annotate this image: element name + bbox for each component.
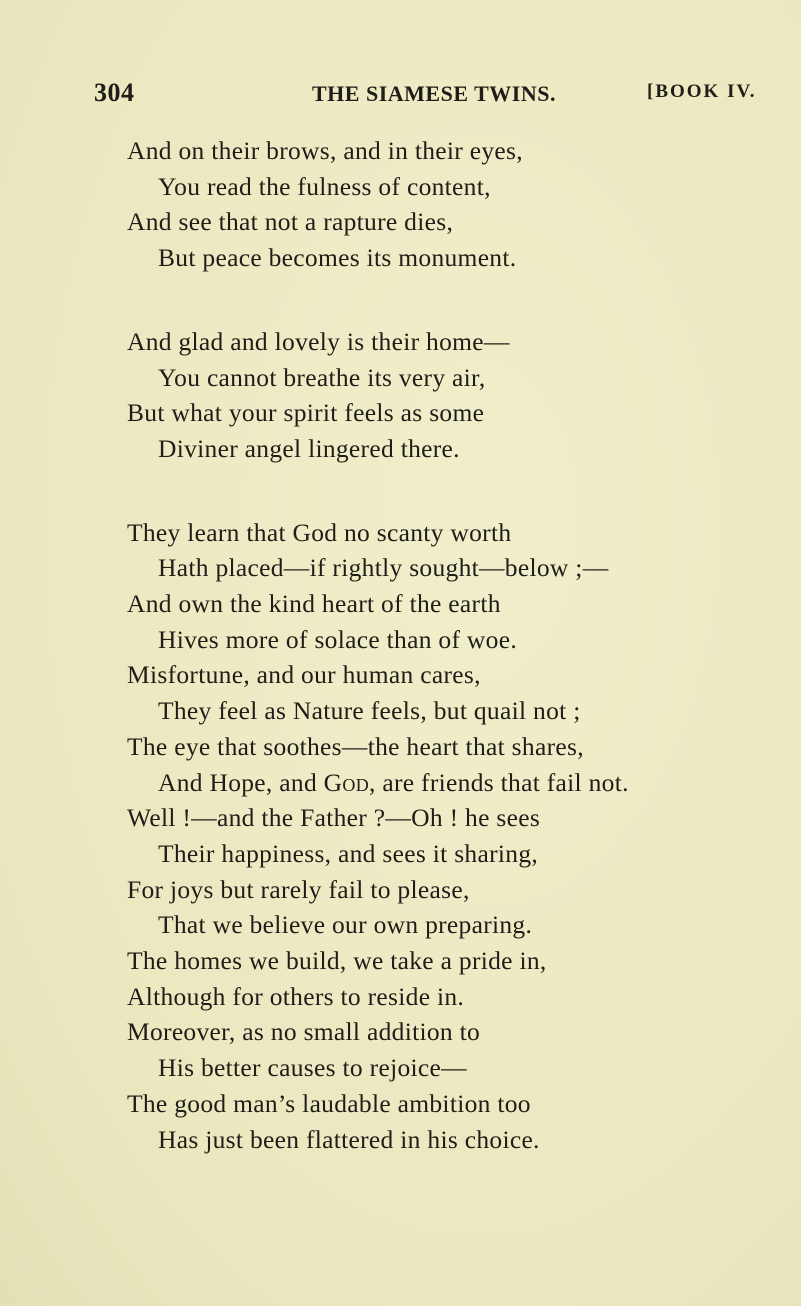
poem-line: They learn that God no scanty worth: [127, 517, 512, 547]
poem-line: Diviner angel lingered there.: [158, 433, 460, 463]
poem-line: His better causes to rejoice—: [158, 1053, 467, 1083]
page-number: 304: [94, 78, 135, 107]
poem-line: You cannot breathe its very air,: [158, 362, 486, 392]
poem-line: Hives more of solace than of woe.: [158, 624, 517, 654]
poem-line: And glad and lovely is their home—: [127, 326, 510, 356]
poem-line: You read the fulness of content,: [158, 171, 491, 201]
running-header: [0, 78, 801, 118]
poem-line: Although for others to reside in.: [127, 981, 465, 1011]
poem-line: And Hope, and God, are friends that fail not.: [158, 767, 629, 797]
poem-line: That we believe our own preparing.: [158, 910, 533, 940]
poem-line: Has just been flattered in his choice.: [158, 1124, 540, 1154]
poem-line: Well !—and the Father ?—Oh ! he sees: [127, 803, 541, 833]
poem-line: But peace becomes its monument.: [158, 243, 517, 273]
poem-line: The eye that soothes—the heart that shares,: [127, 731, 584, 761]
poem-line: The homes we build, we take a pride in,: [127, 946, 547, 975]
poem-line: For joys but rarely fail to please,: [127, 874, 470, 904]
running-title: THE SIAMESE TWINS.: [312, 81, 556, 106]
poem-line: And own the kind heart of the earth: [127, 589, 501, 618]
poem-line: They feel as Nature feels, but quail not ;: [158, 696, 581, 726]
poem-line: Hath placed—if rightly sought—below ;—: [158, 553, 609, 583]
poem-line: Misfortune, and our human cares,: [127, 660, 481, 690]
poem-line: Their happiness, and sees it sharing,: [158, 838, 539, 868]
poem-line: Moreover, as no small addition to: [127, 1017, 481, 1047]
poem-line: But what your spirit feels as some: [127, 398, 485, 428]
poem-line: And see that not a rapture dies,: [127, 207, 454, 237]
poem-line: The good man’s laudable ambition too: [127, 1088, 531, 1118]
section-mark: [BOOK IV.: [647, 81, 757, 102]
poem-line: And on their brows, and in their eyes,: [127, 136, 523, 165]
